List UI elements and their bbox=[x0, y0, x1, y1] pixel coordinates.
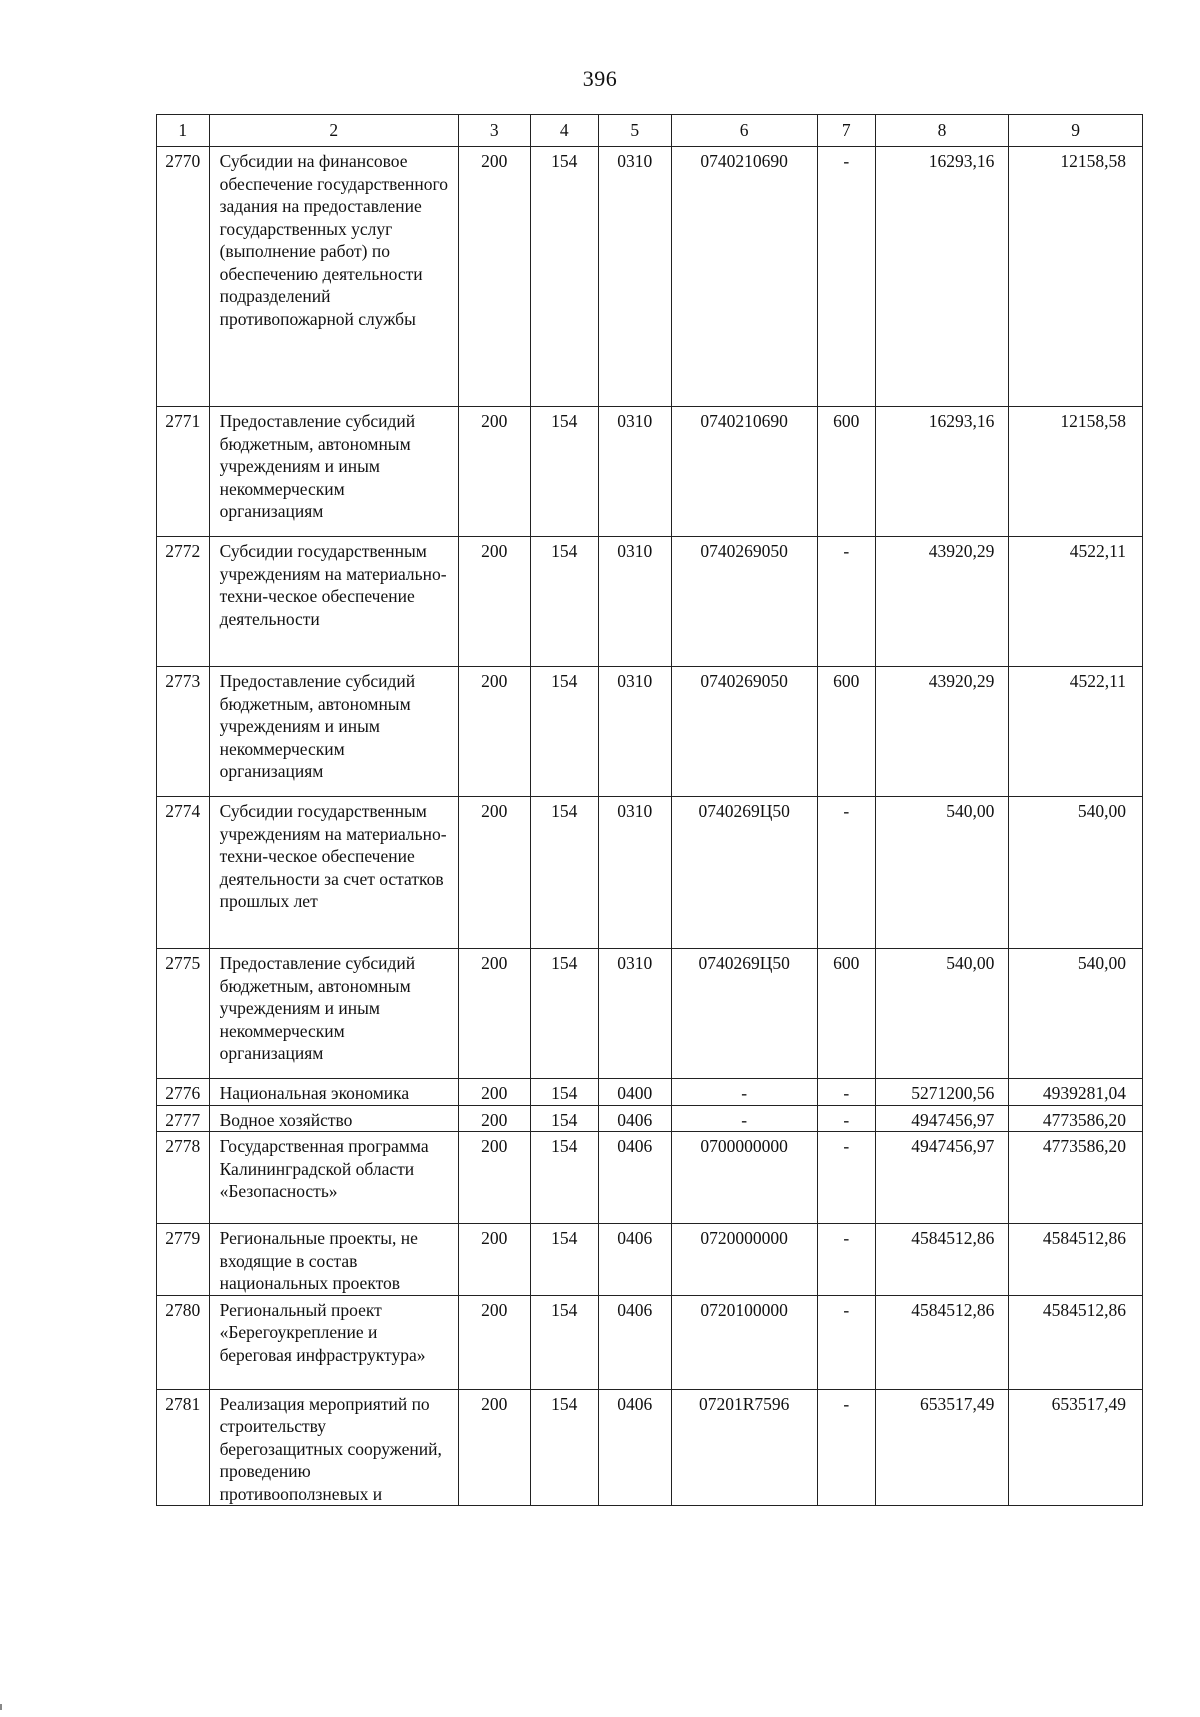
cell-col7: - bbox=[817, 1295, 875, 1389]
cell-col8: 4584512,86 bbox=[875, 1295, 1009, 1389]
row-name: Государственная программа Калининградской области «Безопасность» bbox=[209, 1132, 458, 1224]
cell-col9: 4522,11 bbox=[1009, 667, 1143, 797]
cell-col9: 4939281,04 bbox=[1009, 1079, 1143, 1106]
cell-col5: 0406 bbox=[598, 1132, 671, 1224]
table-row bbox=[157, 407, 1143, 537]
column-header-9: 9 bbox=[1009, 115, 1143, 147]
cell-col8: 16293,16 bbox=[875, 407, 1009, 537]
cell-col3: 200 bbox=[459, 1105, 531, 1132]
row-name: Региональный проект «Берегоукрепление и береговая инфраструктура» bbox=[209, 1295, 458, 1389]
cell-col7: 600 bbox=[817, 407, 875, 537]
column-header-6: 6 bbox=[671, 115, 817, 147]
cell-col7: - bbox=[817, 1079, 875, 1106]
cell-col3: 200 bbox=[459, 1295, 531, 1389]
cell-col8: 43920,29 bbox=[875, 667, 1009, 797]
table-row bbox=[157, 147, 1143, 407]
cell-col5: 0400 bbox=[598, 1079, 671, 1106]
table-row bbox=[157, 1389, 1143, 1506]
cell-col3: 200 bbox=[459, 1389, 531, 1506]
row-name: Водное хозяйство bbox=[209, 1105, 458, 1132]
cell-col5: 0406 bbox=[598, 1389, 671, 1506]
table-row bbox=[157, 1295, 1143, 1389]
row-name: Национальная экономика bbox=[209, 1079, 458, 1106]
table-row bbox=[157, 949, 1143, 1079]
row-name: Региональные проекты, не входящие в состав национальных проектов bbox=[209, 1224, 458, 1296]
row-number: 2772 bbox=[157, 537, 210, 667]
table-row bbox=[157, 667, 1143, 797]
cell-col4: 154 bbox=[530, 1295, 598, 1389]
page-number: 396 bbox=[582, 66, 618, 91]
cell-col4: 154 bbox=[530, 1224, 598, 1296]
row-number: 2771 bbox=[157, 407, 210, 537]
cell-col9: 4773586,20 bbox=[1009, 1105, 1143, 1132]
table-row bbox=[157, 1079, 1143, 1106]
cell-col3: 200 bbox=[459, 407, 531, 537]
cell-col6: 0740269Ц50 bbox=[671, 949, 817, 1079]
cell-col4: 154 bbox=[530, 797, 598, 949]
cell-col5: 0310 bbox=[598, 949, 671, 1079]
cell-col4: 154 bbox=[530, 949, 598, 1079]
table-row bbox=[157, 797, 1143, 949]
cell-col5: 0406 bbox=[598, 1105, 671, 1132]
cell-col6: 0740269050 bbox=[671, 537, 817, 667]
cell-col6: 07201R7596 bbox=[671, 1389, 817, 1506]
table-header-row bbox=[157, 115, 1143, 147]
row-name: Предоставление субсидий бюджетным, автономным учреждениям и иным некоммерческим организациям bbox=[209, 949, 458, 1079]
row-name: Предоставление субсидий бюджетным, автономным учреждениям и иным некоммерческим организациям bbox=[209, 667, 458, 797]
cell-col5: 0406 bbox=[598, 1295, 671, 1389]
cell-col7: - bbox=[817, 797, 875, 949]
cell-col3: 200 bbox=[459, 537, 531, 667]
row-name: Предоставление субсидий бюджетным, автономным учреждениям и иным некоммерческим организациям bbox=[209, 407, 458, 537]
row-number: 2770 bbox=[157, 147, 210, 407]
cell-col5: 0310 bbox=[598, 407, 671, 537]
cell-col3: 200 bbox=[459, 147, 531, 407]
row-number: 2775 bbox=[157, 949, 210, 1079]
cell-col8: 43920,29 bbox=[875, 537, 1009, 667]
row-name: Субсидии государственным учреждениям на материально-техни-ческое обеспечение деятельности за счет остатков прошлых лет bbox=[209, 797, 458, 949]
cell-col8: 653517,49 bbox=[875, 1389, 1009, 1506]
cell-col8: 4947456,97 bbox=[875, 1105, 1009, 1132]
cell-col4: 154 bbox=[530, 1389, 598, 1506]
cell-col7: - bbox=[817, 147, 875, 407]
cell-col7: 600 bbox=[817, 667, 875, 797]
column-header-8: 8 bbox=[875, 115, 1009, 147]
cell-col9: 12158,58 bbox=[1009, 407, 1143, 537]
row-name: Субсидии государственным учреждениям на материально-техни-ческое обеспечение деятельности bbox=[209, 537, 458, 667]
cell-col8: 16293,16 bbox=[875, 147, 1009, 407]
cell-col5: 0310 bbox=[598, 667, 671, 797]
cell-col6: 0740210690 bbox=[671, 407, 817, 537]
row-number: 2780 bbox=[157, 1295, 210, 1389]
cell-col6: 0700000000 bbox=[671, 1132, 817, 1224]
table-row bbox=[157, 537, 1143, 667]
cell-col3: 200 bbox=[459, 1132, 531, 1224]
row-name: Реализация мероприятий по строительству берегозащитных сооружений, проведению противооползневых и bbox=[209, 1389, 458, 1506]
column-header-1: 1 bbox=[157, 115, 210, 147]
cell-col7: - bbox=[817, 1105, 875, 1132]
cell-col6: - bbox=[671, 1105, 817, 1132]
cell-col4: 154 bbox=[530, 1105, 598, 1132]
cell-col9: 4584512,86 bbox=[1009, 1295, 1143, 1389]
cell-col3: 200 bbox=[459, 797, 531, 949]
cell-col4: 154 bbox=[530, 667, 598, 797]
row-number: 2774 bbox=[157, 797, 210, 949]
cell-col4: 154 bbox=[530, 1132, 598, 1224]
cell-col4: 154 bbox=[530, 407, 598, 537]
cell-col4: 154 bbox=[530, 537, 598, 667]
cell-col8: 4584512,86 bbox=[875, 1224, 1009, 1296]
cell-col9: 4773586,20 bbox=[1009, 1132, 1143, 1224]
table-row bbox=[157, 1132, 1143, 1224]
cell-col6: 0740210690 bbox=[671, 147, 817, 407]
row-name: Субсидии на финансовое обеспечение государственного задания на предоставление государственных услуг (выполнение работ) по обеспечению деятельности подразделений противопожарной службы bbox=[209, 147, 458, 407]
cell-col7: 600 bbox=[817, 949, 875, 1079]
cell-col9: 4584512,86 bbox=[1009, 1224, 1143, 1296]
cell-col9: 540,00 bbox=[1009, 949, 1143, 1079]
column-header-3: 3 bbox=[459, 115, 531, 147]
cell-col8: 5271200,56 bbox=[875, 1079, 1009, 1106]
cell-col6: 0740269Ц50 bbox=[671, 797, 817, 949]
cell-col6: 0720100000 bbox=[671, 1295, 817, 1389]
cell-col9: 4522,11 bbox=[1009, 537, 1143, 667]
cell-col5: 0310 bbox=[598, 797, 671, 949]
cell-col7: - bbox=[817, 1224, 875, 1296]
row-number: 2779 bbox=[157, 1224, 210, 1296]
cell-col4: 154 bbox=[530, 147, 598, 407]
cell-col5: 0310 bbox=[598, 537, 671, 667]
table-row bbox=[157, 1224, 1143, 1296]
cell-col3: 200 bbox=[459, 1079, 531, 1106]
column-header-7: 7 bbox=[817, 115, 875, 147]
row-number: 2778 bbox=[157, 1132, 210, 1224]
row-number: 2781 bbox=[157, 1389, 210, 1506]
cell-col7: - bbox=[817, 537, 875, 667]
cell-col6: - bbox=[671, 1079, 817, 1106]
row-number: 2777 bbox=[157, 1105, 210, 1132]
cell-col9: 653517,49 bbox=[1009, 1389, 1143, 1506]
cell-col6: 0720000000 bbox=[671, 1224, 817, 1296]
budget-table bbox=[156, 114, 1143, 1506]
column-header-2: 2 bbox=[209, 115, 458, 147]
table-row bbox=[157, 1105, 1143, 1132]
cell-col4: 154 bbox=[530, 1079, 598, 1106]
cell-col7: - bbox=[817, 1389, 875, 1506]
cell-col8: 540,00 bbox=[875, 797, 1009, 949]
cell-col9: 12158,58 bbox=[1009, 147, 1143, 407]
column-header-5: 5 bbox=[598, 115, 671, 147]
cell-col7: - bbox=[817, 1132, 875, 1224]
cell-col8: 540,00 bbox=[875, 949, 1009, 1079]
cell-col3: 200 bbox=[459, 1224, 531, 1296]
row-number: 2773 bbox=[157, 667, 210, 797]
cell-col3: 200 bbox=[459, 667, 531, 797]
cell-col8: 4947456,97 bbox=[875, 1132, 1009, 1224]
cell-col3: 200 bbox=[459, 949, 531, 1079]
column-header-4: 4 bbox=[530, 115, 598, 147]
row-number: 2776 bbox=[157, 1079, 210, 1106]
scan-edge-mark bbox=[0, 1704, 2, 1710]
cell-col5: 0310 bbox=[598, 147, 671, 407]
cell-col6: 0740269050 bbox=[671, 667, 817, 797]
cell-col9: 540,00 bbox=[1009, 797, 1143, 949]
cell-col5: 0406 bbox=[598, 1224, 671, 1296]
